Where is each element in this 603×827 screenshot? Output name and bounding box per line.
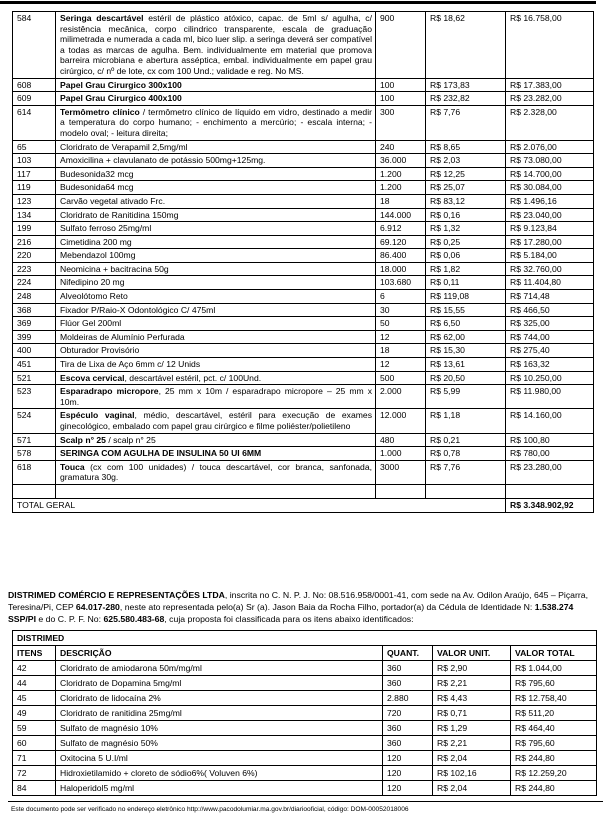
- item-name: Espéculo vaginal: [60, 410, 135, 421]
- table-row: [13, 262, 594, 276]
- item-details: Flúor Gel 200ml: [60, 318, 122, 329]
- supplier-paragraph: DISTRIMED COMÉRCIO E REPRESENTAÇÕES LTDA, inscrita no C. N. P. J. No: 08.516.958/0001-41, com sede na Av. Odilon Araújo, 645 – Piçarra, Teresina/Pi, CEP 64.017-280, neste ato representada pelo(a) Sr (a). Jason Baia da Rocha Filho, portador(a) da Cédula de Identidade N: 1.538.274 SSP/PI e do C. P. F. No: 625.580.483-68, cuja proposta foi classificada para os itens abaixo identificados:: [8, 590, 589, 624]
- item-description: [56, 194, 376, 208]
- item-unit-value: R$ 62,00: [426, 330, 506, 344]
- item-unit-value: R$ 2,03: [426, 154, 506, 168]
- table-row: [13, 317, 594, 331]
- item-details: Budesonida32 mcg: [60, 168, 134, 179]
- item-total-value: R$ 714,48: [506, 290, 594, 304]
- item-quantity: 103.680: [376, 276, 426, 290]
- item-details: Sulfato ferroso 25mg/ml: [60, 223, 152, 234]
- table-row: [13, 371, 594, 385]
- item-number: 224: [13, 276, 56, 290]
- item-number: 44: [13, 676, 56, 691]
- item-description: [56, 167, 376, 181]
- item-unit-value: R$ 4,43: [433, 691, 511, 706]
- item-total-value: R$ 2.328,00: [506, 105, 594, 140]
- item-description: [56, 409, 376, 433]
- item-description: [56, 303, 376, 317]
- item-unit-value: R$ 119,08: [426, 290, 506, 304]
- item-number: 71: [13, 751, 56, 766]
- item-number: 220: [13, 249, 56, 263]
- table-row: [13, 105, 594, 140]
- item-total-value: R$ 466,50: [506, 303, 594, 317]
- item-number: 59: [13, 721, 56, 736]
- distrimed-table: [12, 630, 597, 796]
- item-details: Obturador Provisório: [60, 345, 140, 356]
- item-number: 119: [13, 181, 56, 195]
- item-unit-value: R$ 83,12: [426, 194, 506, 208]
- item-quantity: 360: [383, 721, 433, 736]
- item-unit-value: R$ 1,82: [426, 262, 506, 276]
- item-total-value: R$ 275,40: [506, 344, 594, 358]
- item-details: , descartável estéril, pct. c/ 100Und.: [124, 372, 262, 383]
- item-quantity: 720: [383, 706, 433, 721]
- item-unit-value: R$ 5,99: [426, 385, 506, 409]
- table-row: [13, 194, 594, 208]
- item-name: Esparadrapo micropore: [60, 386, 159, 397]
- item-number: 521: [13, 371, 56, 385]
- company-name: DISTRIMED COMÉRCIO E REPRESENTAÇÕES LTDA: [8, 590, 225, 600]
- item-description: Sulfato de magnésio 50%: [56, 736, 383, 751]
- item-number: 72: [13, 766, 56, 781]
- col-header-unit-value: VALOR UNIT.: [433, 646, 511, 661]
- item-unit-value: R$ 7,76: [426, 105, 506, 140]
- item-description: [56, 222, 376, 236]
- item-quantity: 69.120: [376, 235, 426, 249]
- item-name: Termômetro clínico: [60, 106, 140, 117]
- item-number: 451: [13, 358, 56, 372]
- item-description: Hidroxietilamido + cloreto de sódio6%( Voluven 6%): [56, 766, 383, 781]
- header-row: [13, 646, 597, 661]
- item-total-value: R$ 16.758,00: [506, 12, 594, 79]
- item-name: Papel Grau Cirurgico 300x100: [60, 79, 182, 90]
- item-description: Oxitocina 5 U.I/ml: [56, 751, 383, 766]
- item-total-value: R$ 2.076,00: [506, 140, 594, 154]
- item-description: [56, 140, 376, 154]
- item-details: (cx com 100 unidades) / touca descartável, cor branca, sanfonada, gramatura 30g.: [60, 461, 372, 483]
- item-unit-value: R$ 2,21: [433, 676, 511, 691]
- table-row: [13, 303, 594, 317]
- item-unit-value: R$ 2,90: [433, 661, 511, 676]
- item-unit-value: R$ 2,04: [433, 751, 511, 766]
- item-unit-value: R$ 0,06: [426, 249, 506, 263]
- item-unit-value: R$ 173,83: [426, 78, 506, 92]
- item-description: [56, 358, 376, 372]
- items-table-continued: [12, 11, 594, 513]
- item-unit-value: R$ 15,55: [426, 303, 506, 317]
- table-row: [13, 181, 594, 195]
- item-description: Cloridrato de Dopamina 5mg/ml: [56, 676, 383, 691]
- item-total-value: R$ 795,60: [511, 676, 597, 691]
- item-total-value: R$ 23.040,00: [506, 208, 594, 222]
- item-quantity: 240: [376, 140, 426, 154]
- item-total-value: R$ 1.044,00: [511, 661, 597, 676]
- item-number: 103: [13, 154, 56, 168]
- item-name: Papel Grau Cirurgico 400x100: [60, 93, 182, 104]
- item-details: Cimetidina 200 mg: [60, 236, 132, 247]
- item-number: 223: [13, 262, 56, 276]
- item-number: 199: [13, 222, 56, 236]
- item-details: Budesonida64 mcg: [60, 182, 134, 193]
- table-row: [13, 344, 594, 358]
- item-unit-value: R$ 0,71: [433, 706, 511, 721]
- item-name: SERINGA COM AGULHA DE INSULINA 50 UI 6MM: [60, 448, 262, 459]
- item-details: Nifedipino 20 mg: [60, 277, 125, 288]
- item-details: , 25 mm x 10m / esparadrapo micropore – 25 mm x 10m.: [60, 386, 372, 407]
- cep: 64.017-280: [75, 601, 120, 612]
- table-row: [13, 409, 594, 433]
- item-details: Mebendazol 100mg: [60, 250, 136, 261]
- item-details: , médio, descartável, estéril para execução de exames ginecológico, embalado com papel grau cirúrgico e filme poliéster/polietileno: [60, 410, 372, 431]
- col-header-items: ITENS: [13, 646, 56, 661]
- item-quantity: 2.000: [376, 385, 426, 409]
- item-quantity: 86.400: [376, 249, 426, 263]
- item-details: / termômetro clínico de líquido em vidro, destinado a medir a temperatura do corpo humano; - enchimento a mercúrio; - escala interna; - modelo oval; - leitura direita;: [60, 106, 372, 138]
- item-description: [56, 460, 376, 484]
- item-quantity: 18.000: [376, 262, 426, 276]
- total-label: TOTAL GERAL: [13, 498, 506, 512]
- item-description: [56, 344, 376, 358]
- item-total-value: R$ 163,32: [506, 358, 594, 372]
- table-row: [13, 460, 594, 484]
- item-quantity: 360: [383, 736, 433, 751]
- item-details: Carvão vegetal ativado Frc.: [60, 195, 166, 206]
- item-unit-value: R$ 0,78: [426, 447, 506, 461]
- item-number: 608: [13, 78, 56, 92]
- item-number: 614: [13, 105, 56, 140]
- item-unit-value: R$ 1,32: [426, 222, 506, 236]
- table-row: [13, 781, 597, 796]
- item-total-value: R$ 1.496,16: [506, 194, 594, 208]
- item-quantity: 12.000: [376, 409, 426, 433]
- item-total-value: R$ 9.123,84: [506, 222, 594, 236]
- item-description: Sulfato de magnésio 10%: [56, 721, 383, 736]
- table-row: [13, 330, 594, 344]
- table-row: [13, 249, 594, 263]
- item-unit-value: R$ 102,16: [433, 766, 511, 781]
- item-description: [56, 154, 376, 168]
- item-number: 49: [13, 706, 56, 721]
- item-description: [56, 317, 376, 331]
- item-number: 578: [13, 447, 56, 461]
- item-total-value: R$ 32.760,00: [506, 262, 594, 276]
- item-description: [56, 262, 376, 276]
- table-row: [13, 661, 597, 676]
- item-number: 248: [13, 290, 56, 304]
- item-quantity: 1.200: [376, 167, 426, 181]
- item-number: 523: [13, 385, 56, 409]
- item-total-value: R$ 795,60: [511, 736, 597, 751]
- table-row: [13, 358, 594, 372]
- item-total-value: R$ 464,40: [511, 721, 597, 736]
- item-unit-value: R$ 1,18: [426, 409, 506, 433]
- item-total-value: R$ 14.160,00: [506, 409, 594, 433]
- item-total-value: R$ 17.383,00: [506, 78, 594, 92]
- item-number: 42: [13, 661, 56, 676]
- item-number: 65: [13, 140, 56, 154]
- item-quantity: 1.000: [376, 447, 426, 461]
- item-total-value: R$ 511,20: [511, 706, 597, 721]
- rg: 1.538.274 SSP/PI: [8, 601, 574, 624]
- table-row: [13, 433, 594, 447]
- item-details: / scalp n° 25: [105, 434, 156, 445]
- item-description: [56, 78, 376, 92]
- col-header-total-value: VALOR TOTAL: [511, 646, 597, 661]
- top-rule: [0, 1, 596, 4]
- item-description: [56, 181, 376, 195]
- item-total-value: R$ 325,00: [506, 317, 594, 331]
- footer-rule: [8, 801, 603, 802]
- item-total-value: R$ 11.404,80: [506, 276, 594, 290]
- item-total-value: R$ 73.080,00: [506, 154, 594, 168]
- table-row: [13, 766, 597, 781]
- item-unit-value: R$ 8,65: [426, 140, 506, 154]
- supplier-title: DISTRIMED: [13, 631, 597, 646]
- item-quantity: 6.912: [376, 222, 426, 236]
- item-unit-value: R$ 0,11: [426, 276, 506, 290]
- table-row: [13, 706, 597, 721]
- item-total-value: R$ 23.280,00: [506, 460, 594, 484]
- item-quantity: 120: [383, 781, 433, 796]
- item-total-value: R$ 12.758,40: [511, 691, 597, 706]
- item-description: [56, 105, 376, 140]
- cpf: 625.580.483-68: [103, 613, 165, 624]
- table-row: [13, 140, 594, 154]
- item-unit-value: R$ 13,61: [426, 358, 506, 372]
- item-description: [56, 447, 376, 461]
- item-unit-value: R$ 232,82: [426, 92, 506, 106]
- item-quantity: 900: [376, 12, 426, 79]
- item-details: Tira de Lixa de Aço 6mm c/ 12 Unids: [60, 359, 201, 370]
- item-description: Haloperidol5 mg/ml: [56, 781, 383, 796]
- item-total-value: R$ 11.980,00: [506, 385, 594, 409]
- item-quantity: 360: [383, 676, 433, 691]
- item-details: Alveolótomo Reto: [60, 291, 128, 302]
- item-unit-value: R$ 0,21: [426, 433, 506, 447]
- item-description: Cloridrato de lidocaína 2%: [56, 691, 383, 706]
- item-unit-value: R$ 7,76: [426, 460, 506, 484]
- item-quantity: 36.000: [376, 154, 426, 168]
- item-unit-value: R$ 12,25: [426, 167, 506, 181]
- table-row: [13, 290, 594, 304]
- item-description: [56, 208, 376, 222]
- table-row: [13, 12, 594, 79]
- item-name: Scalp n° 25: [60, 434, 106, 445]
- item-number: 584: [13, 12, 56, 79]
- item-number: 84: [13, 781, 56, 796]
- item-number: 368: [13, 303, 56, 317]
- table-row: [13, 167, 594, 181]
- item-description: [56, 433, 376, 447]
- table-row: [13, 78, 594, 92]
- item-name: Seringa descartável: [60, 13, 144, 23]
- item-quantity: 300: [376, 105, 426, 140]
- grand-total: R$ 3.348.902,92: [506, 498, 594, 512]
- item-number: 216: [13, 235, 56, 249]
- item-quantity: 30: [376, 303, 426, 317]
- item-name: Escova cervical: [60, 372, 125, 383]
- item-name: Touca: [60, 461, 85, 472]
- item-quantity: 120: [383, 766, 433, 781]
- item-description: [56, 371, 376, 385]
- table-row: [13, 385, 594, 409]
- item-unit-value: R$ 15,30: [426, 344, 506, 358]
- item-total-value: R$ 30.084,00: [506, 181, 594, 195]
- item-details: Moldeiras de Alumínio Perfurada: [60, 331, 185, 342]
- item-quantity: 120: [383, 751, 433, 766]
- item-total-value: R$ 10.250,00: [506, 371, 594, 385]
- item-description: [56, 330, 376, 344]
- item-total-value: R$ 244,80: [511, 751, 597, 766]
- item-unit-value: R$ 2,21: [433, 736, 511, 751]
- item-description: Cloridrato de ranitidina 25mg/ml: [56, 706, 383, 721]
- table-row: [13, 447, 594, 461]
- table-row: [13, 208, 594, 222]
- item-description: [56, 235, 376, 249]
- table-row: [13, 736, 597, 751]
- table-row: [13, 721, 597, 736]
- item-unit-value: R$ 2,04: [433, 781, 511, 796]
- item-details: Cloridrato de Ranitidina 150mg: [60, 209, 179, 220]
- item-quantity: 100: [376, 92, 426, 106]
- item-number: 117: [13, 167, 56, 181]
- item-total-value: R$ 12.259,20: [511, 766, 597, 781]
- table-row: [13, 222, 594, 236]
- item-quantity: 2.880: [383, 691, 433, 706]
- item-description: [56, 12, 376, 79]
- item-quantity: 144.000: [376, 208, 426, 222]
- item-unit-value: R$ 0,25: [426, 235, 506, 249]
- item-total-value: R$ 5.184,00: [506, 249, 594, 263]
- item-description: [56, 385, 376, 409]
- item-total-value: R$ 17.280,00: [506, 235, 594, 249]
- item-quantity: 480: [376, 433, 426, 447]
- table-row: [13, 154, 594, 168]
- item-details: Cloridrato de Verapamil 2,5mg/ml: [60, 141, 188, 152]
- item-number: 123: [13, 194, 56, 208]
- item-total-value: R$ 14.700,00: [506, 167, 594, 181]
- item-details: Fixador P/Raio-X Odontológico C/ 475ml: [60, 304, 216, 315]
- item-quantity: 500: [376, 371, 426, 385]
- item-quantity: 1.200: [376, 181, 426, 195]
- item-number: 609: [13, 92, 56, 106]
- item-unit-value: R$ 6,50: [426, 317, 506, 331]
- item-quantity: 18: [376, 344, 426, 358]
- col-header-description: DESCRIÇÃO: [56, 646, 383, 661]
- total-row: [13, 498, 594, 512]
- item-quantity: 50: [376, 317, 426, 331]
- table-row: [13, 691, 597, 706]
- item-details: Neomicina + bacitracina 50g: [60, 263, 169, 274]
- item-description: [56, 276, 376, 290]
- item-number: 618: [13, 460, 56, 484]
- item-quantity: 6: [376, 290, 426, 304]
- item-total-value: R$ 744,00: [506, 330, 594, 344]
- item-quantity: 12: [376, 358, 426, 372]
- item-description: [56, 92, 376, 106]
- item-total-value: R$ 23.282,00: [506, 92, 594, 106]
- item-unit-value: R$ 1,29: [433, 721, 511, 736]
- item-quantity: 100: [376, 78, 426, 92]
- item-details: Amoxicilina + clavulanato de potássio 500mg+125mg.: [60, 155, 266, 166]
- table-row: [13, 676, 597, 691]
- item-number: 524: [13, 409, 56, 433]
- item-number: 571: [13, 433, 56, 447]
- item-number: 45: [13, 691, 56, 706]
- col-header-quantity: QUANT.: [383, 646, 433, 661]
- item-number: 399: [13, 330, 56, 344]
- item-description: Cloridrato de amiodarona 50m/mg/ml: [56, 661, 383, 676]
- table-row: [13, 92, 594, 106]
- item-total-value: R$ 780,00: [506, 447, 594, 461]
- item-number: 400: [13, 344, 56, 358]
- item-total-value: R$ 244,80: [511, 781, 597, 796]
- item-unit-value: R$ 20,50: [426, 371, 506, 385]
- empty-row: [13, 484, 594, 498]
- item-quantity: 360: [383, 661, 433, 676]
- item-unit-value: R$ 18,62: [426, 12, 506, 79]
- item-number: 134: [13, 208, 56, 222]
- item-quantity: 12: [376, 330, 426, 344]
- item-total-value: R$ 100,80: [506, 433, 594, 447]
- item-unit-value: R$ 25,07: [426, 181, 506, 195]
- item-details: estéril de plástico atóxico, capac. de 5ml s/ agulha, c/ resistência mecânica, corpo cilindrico transparente, escala de graduação milimetrada e numerada a cada ml, bico luer slip. a seringa deverá ser compatível a todas as marcas de agulha. Bem. individualmente em material que promova barreira microbiana e abertura asséptica, embal. individualmente em papel grau cirúrgico, c/ nº de lote, cx com 100 Und.; validade e reg. No MS.: [60, 13, 372, 76]
- item-unit-value: R$ 0,16: [426, 208, 506, 222]
- item-description: [56, 249, 376, 263]
- verification-footer: Este documento pode ser verificado no endereço eletrônico http://www.pacodolumiar.ma.gov.br/diariooficial, código: DOM-00052018006: [11, 806, 409, 813]
- table-row: [13, 235, 594, 249]
- table-row: [13, 276, 594, 290]
- item-quantity: 3000: [376, 460, 426, 484]
- item-number: 60: [13, 736, 56, 751]
- item-quantity: 18: [376, 194, 426, 208]
- item-description: [56, 290, 376, 304]
- table-row: [13, 751, 597, 766]
- item-number: 369: [13, 317, 56, 331]
